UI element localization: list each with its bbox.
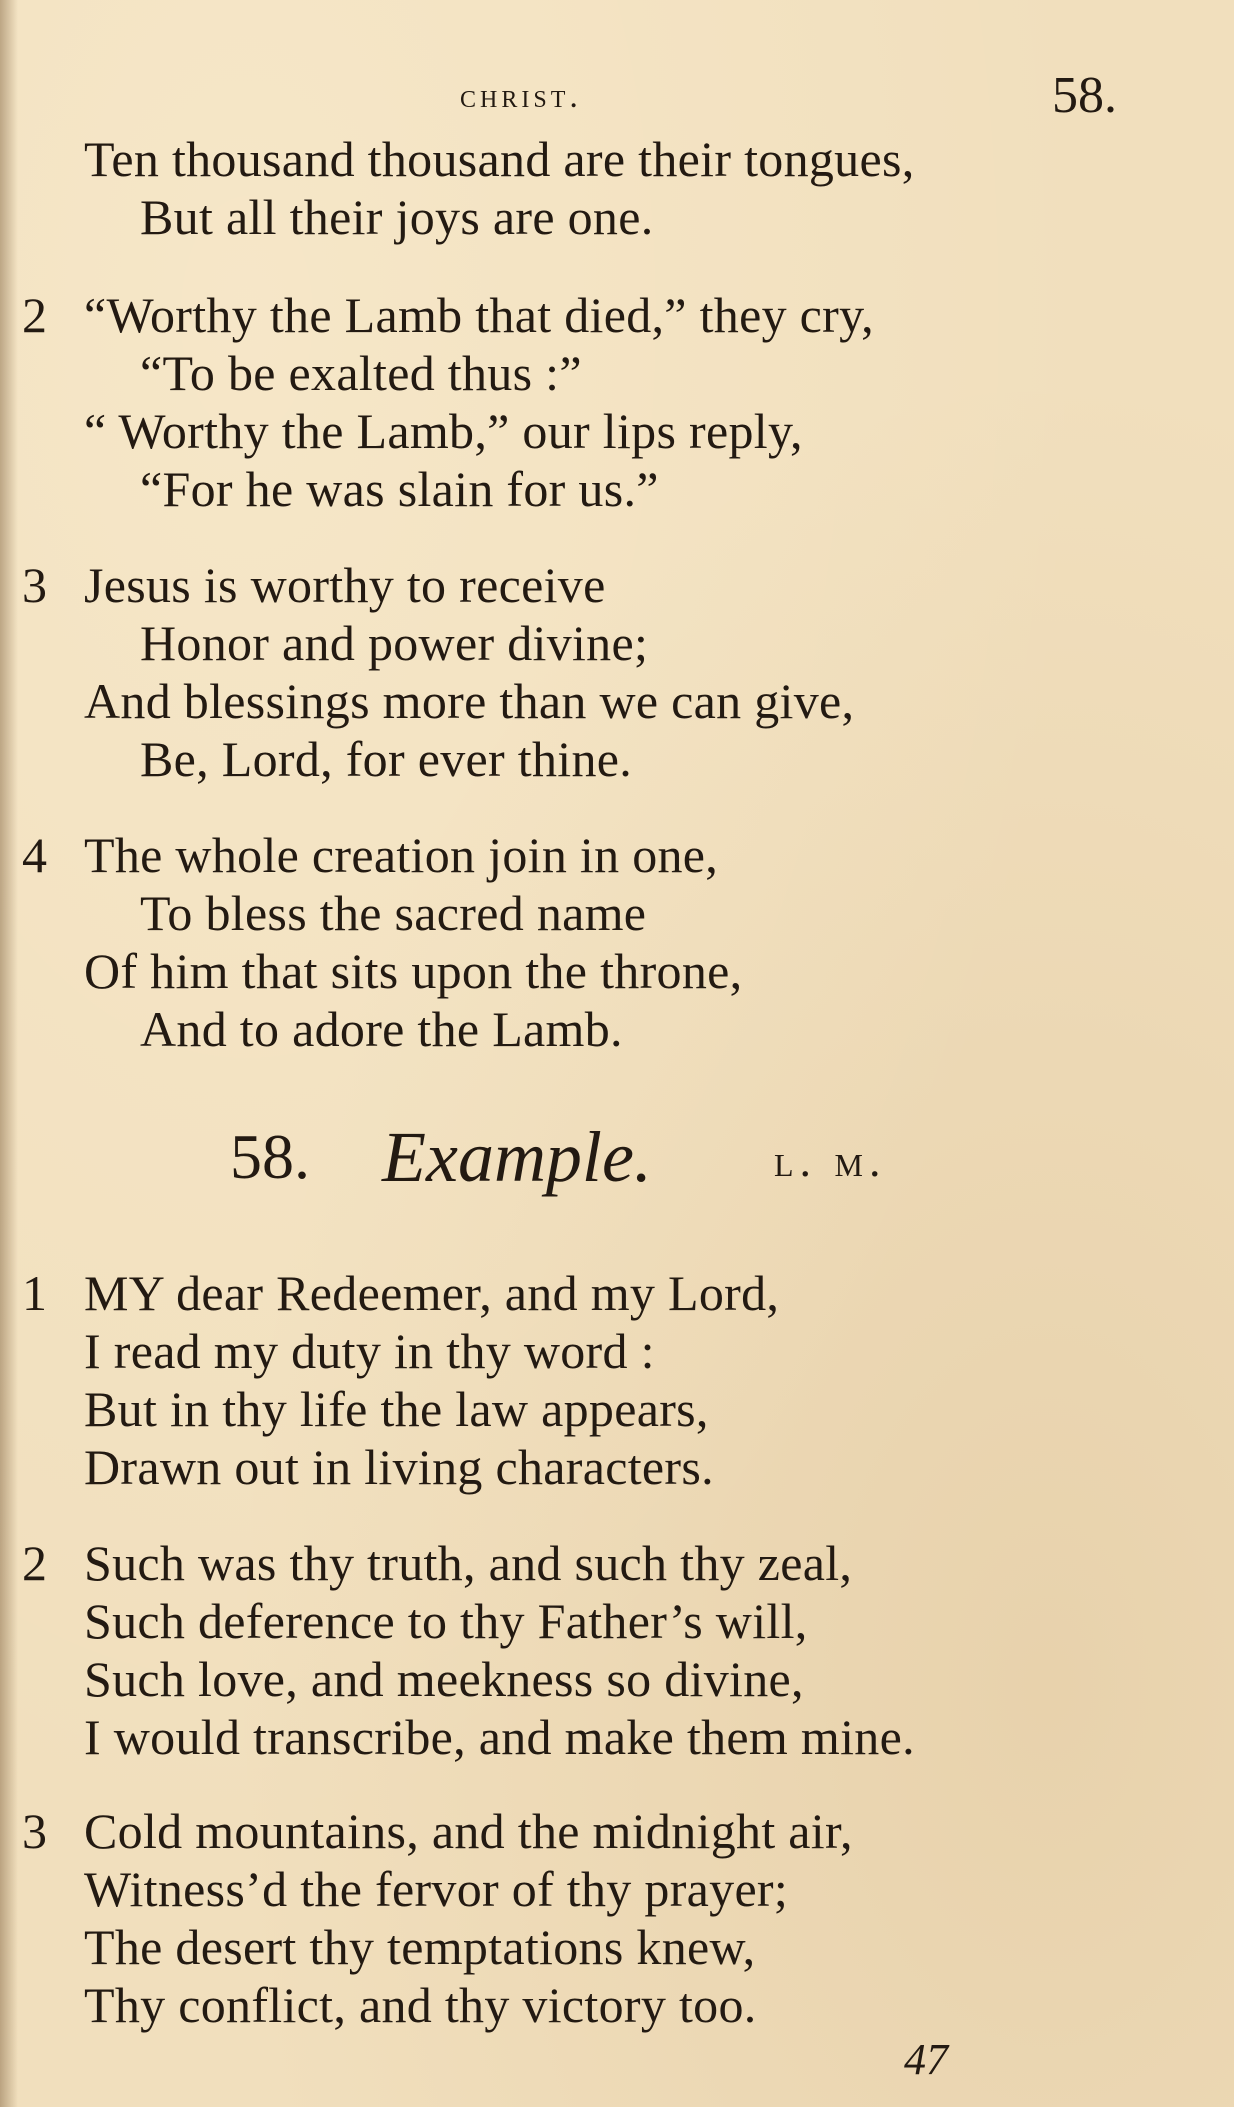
hymn-heading <box>0 1117 1234 1200</box>
verse-line: To bless the sacred name <box>140 885 647 941</box>
verse-line: Drawn out in living characters. <box>84 1439 714 1495</box>
verse-line: Honor and power divine; <box>140 615 649 671</box>
verse-line: Thy conflict, and thy victory too. <box>84 1977 757 2033</box>
verse-line: Cold mountains, and the midnight air, <box>84 1803 853 1859</box>
folio-page-number: 47 <box>904 2035 948 2084</box>
verse-line: “For he was slain for us.” <box>140 461 659 517</box>
verse-number: 1 <box>22 1265 47 1321</box>
hymn-number: 58. <box>230 1121 310 1192</box>
verse-line: The whole creation join in one, <box>84 827 719 883</box>
hymn-meter: l. m. <box>774 1135 887 1186</box>
verse-line: I would transcribe, and make them mine. <box>84 1709 915 1765</box>
verse-number: 3 <box>22 1803 47 1859</box>
verse-number: 4 <box>22 827 47 883</box>
verse-line: “To be exalted thus :” <box>140 345 582 401</box>
verse-line: Witness’d the fervor of thy prayer; <box>84 1861 789 1917</box>
verse-line: Such deference to thy Father’s will, <box>84 1593 808 1649</box>
verse-line: And to adore the Lamb. <box>140 1001 623 1057</box>
hymn-title: Example. <box>382 1117 652 1197</box>
verse-number: 2 <box>22 1535 47 1591</box>
running-head-hymn-number: 58. <box>1052 67 1117 124</box>
verse-number: 2 <box>22 287 47 343</box>
verse-line: The desert thy temptations knew, <box>84 1919 756 1975</box>
verse-line: Jesus is worthy to receive <box>84 557 606 613</box>
verse-line: “ Worthy the Lamb,” our lips reply, <box>84 403 803 459</box>
verse-line: MY dear Redeemer, and my Lord, <box>84 1265 780 1321</box>
continued-line-1: Ten thousand thousand are their tongues, <box>84 131 915 187</box>
verse-line: “Worthy the Lamb that died,” they cry, <box>84 287 874 343</box>
verse-line: And blessings more than we can give, <box>84 673 855 729</box>
verse-line: Be, Lord, for ever thine. <box>140 731 633 787</box>
continued-line-2: But all their joys are one. <box>140 189 654 245</box>
verse-line: Such love, and meekness so divine, <box>84 1651 804 1707</box>
verse-number: 3 <box>22 557 47 613</box>
verse-line: But in thy life the law appears, <box>84 1381 709 1437</box>
verse-line: Of him that sits upon the throne, <box>84 943 743 999</box>
running-head-title: christ. <box>460 78 582 115</box>
running-head <box>0 67 1234 124</box>
verse-line: Such was thy truth, and such thy zeal, <box>84 1535 853 1591</box>
verse-line: I read my duty in thy word : <box>84 1323 655 1379</box>
